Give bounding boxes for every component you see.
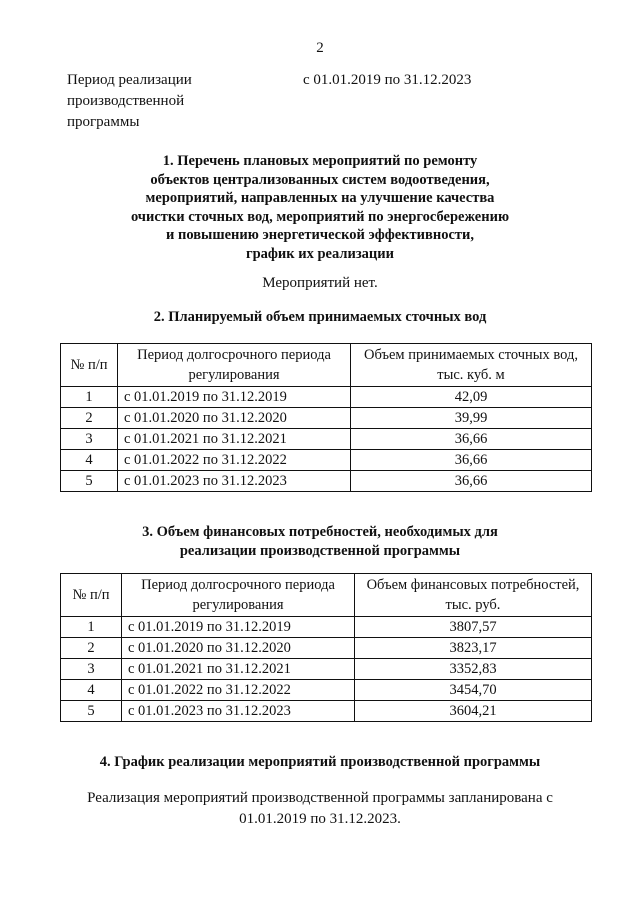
wastewater-volume-table (60, 343, 592, 492)
table-row (61, 680, 592, 701)
row-period: с 01.01.2022 по 31.12.2022 (122, 680, 355, 701)
row-value: 36,66 (351, 429, 592, 450)
section1-title-line: 1. Перечень плановых мероприятий по ремонту (162, 153, 478, 169)
row-number: 1 (61, 617, 122, 638)
section1-title-line: объектов централизованных систем водоотведения, (150, 171, 490, 188)
row-value: 42,09 (351, 387, 592, 408)
section4-text-line: 01.01.2019 по 31.12.2023. (239, 811, 401, 827)
row-number: 1 (61, 387, 118, 408)
table-row (61, 450, 592, 471)
section1-text: Мероприятий нет. (262, 275, 378, 291)
row-value: 3352,83 (355, 659, 592, 680)
table-row (61, 638, 592, 659)
header-number: № п/п (61, 344, 118, 387)
row-value: 36,66 (351, 450, 592, 471)
section4-title: 4. График реализации мероприятий производственной программы (99, 754, 541, 770)
row-number: 3 (61, 659, 122, 680)
row-period: с 01.01.2022 по 31.12.2022 (118, 450, 351, 471)
row-number: 2 (61, 638, 122, 659)
header-period: Период долгосрочного периода регулирования (118, 344, 351, 387)
row-value: 3604,21 (355, 701, 592, 722)
row-number: 4 (61, 450, 118, 471)
section1-title-line: и повышению энергетической эффективности, (166, 227, 474, 243)
table-row (61, 659, 592, 680)
row-period: с 01.01.2019 по 31.12.2019 (118, 387, 351, 408)
header-period: Период долгосрочного периода регулирования (122, 574, 355, 617)
row-period: с 01.01.2020 по 31.12.2020 (118, 408, 351, 429)
table-row (61, 408, 592, 429)
table-header-row (61, 344, 592, 387)
row-value: 36,66 (351, 471, 592, 492)
section4-text-line: Реализация мероприятий производственной программы запланирована с (87, 790, 553, 806)
row-number: 5 (61, 701, 122, 722)
row-number: 5 (61, 471, 118, 492)
row-number: 4 (61, 680, 122, 701)
header-volume: Объем принимаемых сточных вод, тыс. куб. м (351, 344, 592, 387)
table-row (61, 617, 592, 638)
header-number: № п/п (61, 574, 122, 617)
row-period: с 01.01.2020 по 31.12.2020 (122, 638, 355, 659)
section4-text (0, 788, 640, 830)
row-value: 3807,57 (355, 617, 592, 638)
table-row (61, 429, 592, 450)
row-value: 3823,17 (355, 638, 592, 659)
row-number: 2 (61, 408, 118, 429)
section1-title (0, 152, 640, 263)
section1-title-line: график их реализации (245, 245, 394, 262)
period-value: с 01.01.2019 по 31.12.2023 (303, 72, 472, 88)
row-period: с 01.01.2023 по 31.12.2023 (118, 471, 351, 492)
row-period: с 01.01.2023 по 31.12.2023 (122, 701, 355, 722)
section1-title-line: очистки сточных вод, мероприятий по энергосбережению (130, 208, 510, 225)
financial-needs-table (60, 573, 592, 722)
row-period: с 01.01.2019 по 31.12.2019 (122, 617, 355, 638)
table-row (61, 471, 592, 492)
section3-title: 3. Объем финансовых потребностей, необходимых для реализации производственной программы (142, 524, 498, 559)
table-row (61, 701, 592, 722)
section2-title: 2. Планируемый объем принимаемых сточных вод (153, 309, 487, 325)
table-row (61, 387, 592, 408)
row-number: 3 (61, 429, 118, 450)
row-period: с 01.01.2021 по 31.12.2021 (118, 429, 351, 450)
period-label: Период реализации производственной программы (67, 72, 192, 130)
table-header-row (61, 574, 592, 617)
row-period: с 01.01.2021 по 31.12.2021 (122, 659, 355, 680)
page-number: 2 (316, 40, 324, 56)
row-value: 3454,70 (355, 680, 592, 701)
row-value: 39,99 (351, 408, 592, 429)
section1-title-line: мероприятий, направленных на улучшение качества (145, 190, 495, 206)
header-finance: Объем финансовых потребностей, тыс. руб. (355, 574, 592, 617)
